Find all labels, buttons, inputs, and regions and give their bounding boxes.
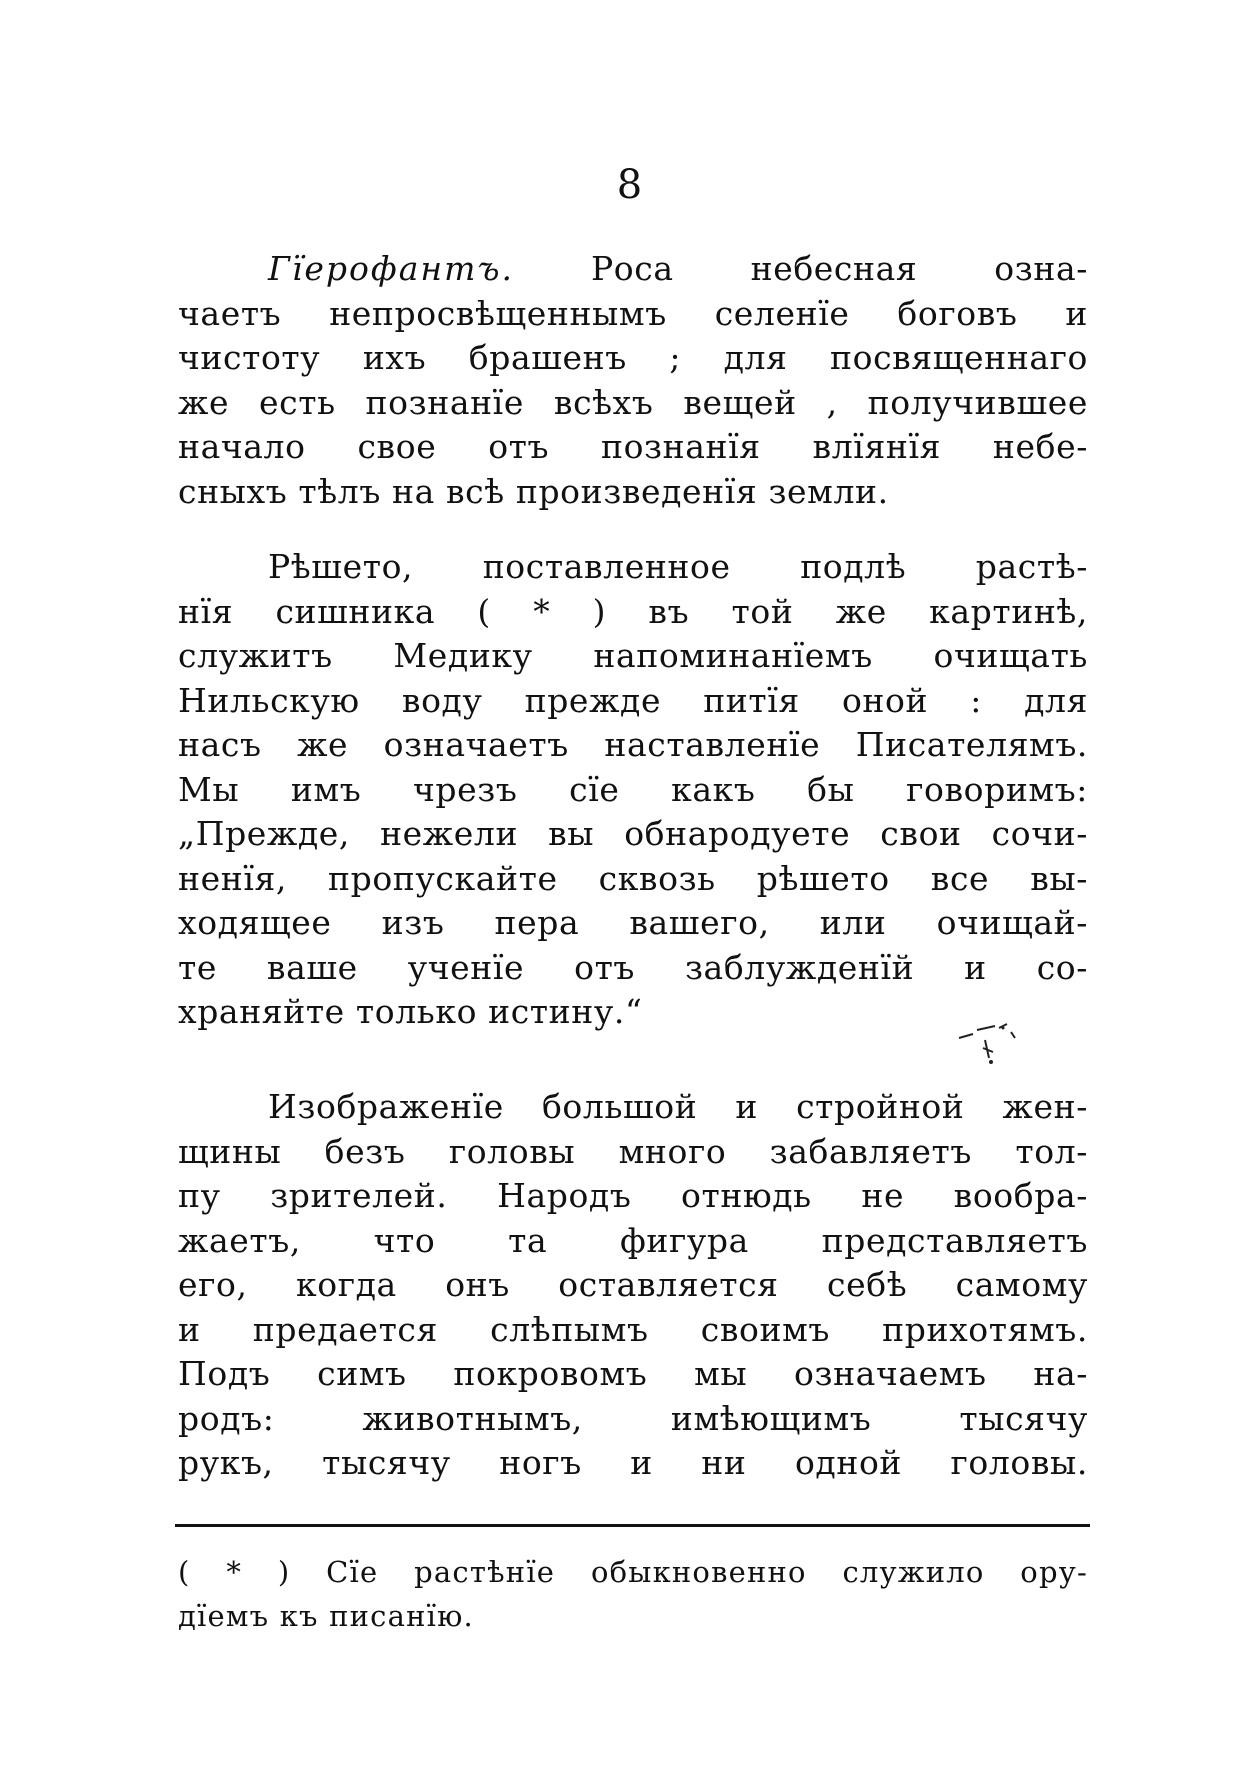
- paragraph-line: Рѣшето, поставленное подлѣ растѣ-: [268, 547, 1088, 586]
- paragraph-line: Мы имъ чрезъ сїе какъ бы говоримъ:: [178, 769, 1088, 809]
- paragraph-line: ненїя, пропускайте сквозь рѣшето все вы-: [178, 858, 1088, 898]
- footnote-line: ( * ) Сїе растѣнїе обыкновенно служило ору-: [178, 1555, 1088, 1589]
- paragraph-line: служитъ Медику напоминанїемъ очищать: [178, 636, 1088, 675]
- paragraph-line: Подъ симъ покровомъ мы означаемъ на-: [178, 1354, 1088, 1393]
- paragraph-line: „Прежде, нежели вы обнародуете свои сочи-: [178, 814, 1088, 853]
- paragraph-line: рукъ, тысячу ногъ и ни одной головы.: [178, 1443, 1088, 1482]
- paragraph-line: те ваше ученїе отъ заблужденїй и со-: [178, 947, 1088, 987]
- paragraph-line: же есть познанїе всѣхъ вещей , получившее: [178, 382, 1088, 422]
- paragraph-line: чистоту ихъ брашенъ ; для посвященнаго: [178, 338, 1088, 377]
- page-number: 8: [616, 162, 643, 208]
- speaker-name: Гїерофантъ.: [268, 249, 514, 288]
- paragraph-line: начало свое отъ познанїя влїянїя небе-: [178, 427, 1088, 466]
- paragraph-line: чаетъ непросвѣщеннымъ селенїе боговъ и: [178, 293, 1088, 333]
- paragraph-line: нїя сишника ( * ) въ той же картинѣ,: [178, 591, 1088, 631]
- paragraph-line: его, когда онъ оставляется себѣ самому: [178, 1265, 1088, 1304]
- paragraph-hierophant: [178, 247, 1088, 514]
- paragraph-line: ходящее изъ пера вашего, или очищай-: [178, 903, 1088, 942]
- paragraph-sieve: [178, 545, 1088, 1035]
- paragraph-line: [178, 247, 1088, 292]
- paragraph-headless-woman: [178, 1085, 1088, 1486]
- paragraph-line: сныхъ тѣлъ на всѣ произведенїя земли.: [178, 471, 889, 511]
- paragraph-line: насъ же означаетъ наставленїе Писателямъ.: [178, 725, 1088, 764]
- paragraph-line: храняйте только истину.“: [178, 992, 643, 1031]
- paragraph-line: Нильскую воду прежде питїя оной : для: [178, 680, 1088, 720]
- paragraph-line: жаетъ, что та фигура представляетъ: [178, 1220, 1088, 1260]
- paragraph-line: пу зрителей. Народъ отнюдь не вообра-: [178, 1176, 1088, 1215]
- paragraph-line: родъ: животнымъ, имѣющимъ тысячу: [178, 1398, 1088, 1438]
- footnote: [178, 1550, 1088, 1638]
- paragraph-line: щины безъ головы много забавляетъ тол-: [178, 1131, 1088, 1171]
- footnote-divider: [175, 1524, 1090, 1527]
- line-text: Роса небесная озна-: [590, 249, 1088, 288]
- footnote-line: дїемъ къ писанїю.: [178, 1599, 474, 1633]
- paragraph-line: и предается слѣпымъ своимъ прихотямъ.: [178, 1309, 1088, 1349]
- paragraph-line: Изображенїе большой и стройной жен-: [268, 1087, 1088, 1126]
- ink-blot-mark: [955, 1018, 1035, 1078]
